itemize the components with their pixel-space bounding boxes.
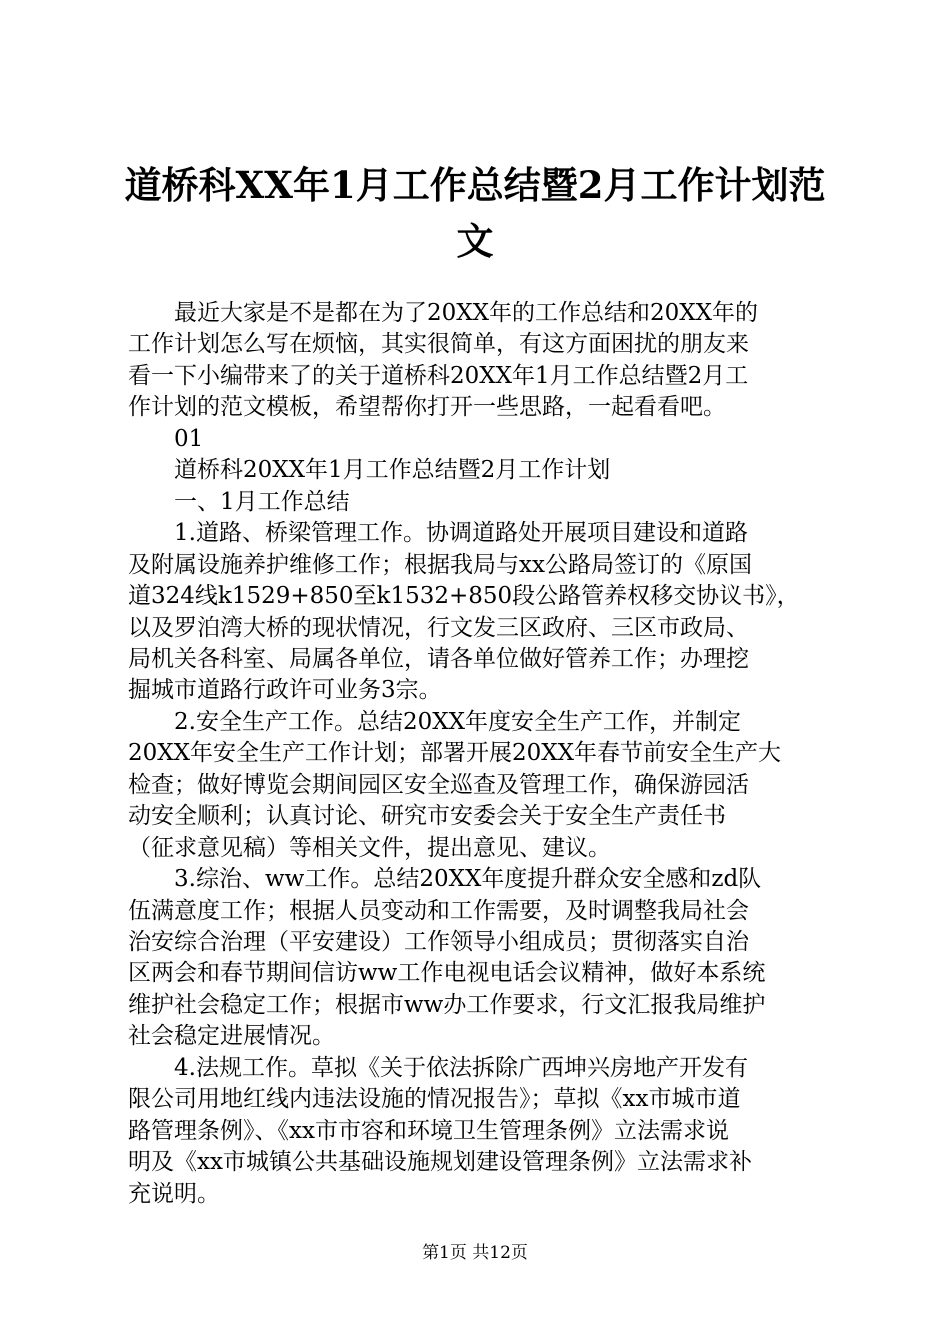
body-line: 局机关各科室、局属各单位，请各单位做好管养工作；办理挖 [128, 645, 749, 672]
document-title-line-2: 文 [456, 219, 494, 263]
body-line: 路管理条例》、《xx市市容和环境卫生管理条例》立法需求说 [128, 1117, 729, 1144]
body-line: 作计划的范文模板，希望帮你打开一些思路，一起看看吧。 [128, 394, 726, 421]
body-line: 维护社会稳定工作；根据市ww办工作要求，行文汇报我局维护 [128, 991, 766, 1018]
body-line: 伍满意度工作；根据人员变动和工作需要，及时调整我局社会 [128, 897, 749, 924]
body-line: 充说明。 [128, 1180, 220, 1207]
page-footer: 第1页 共12页 [422, 1243, 528, 1263]
body-line: 治安综合治理（平安建设）工作领导小组成员；贯彻落实自治 [128, 929, 749, 955]
body-line: 3.综治、ww工作。总结20XX年度提升群众安全感和zd队 [128, 866, 762, 893]
body-line: 社会稳定进展情况。 [128, 1023, 335, 1050]
body-line: （征求意见稿）等相关文件，提出意见、建议。 [128, 834, 611, 861]
body-line: 检查；做好博览会期间园区安全巡查及管理工作，确保游园活 [128, 771, 749, 798]
body-line: 20XX年安全生产工作计划；部署开展20XX年春节前安全生产大 [128, 740, 782, 767]
body-line: 明及《xx市城镇公共基础设施规划建设管理条例》立法需求补 [128, 1149, 752, 1176]
body-line: 01 [128, 425, 204, 452]
body-line: 掘城市道路行政许可业务3宗。 [128, 677, 442, 704]
body-line: 一、1月工作总结 [128, 488, 350, 515]
body-line: 最近大家是不是都在为了20XX年的工作总结和20XX年的 [128, 300, 759, 326]
body-line: 限公司用地红线内违法设施的情况报告》；草拟《xx市城市道 [128, 1086, 741, 1113]
body-line: 1.道路、桥梁管理工作。协调道路处开展项目建设和道路 [128, 520, 748, 547]
body-line: 工作计划怎么写在烦恼，其实很简单，有这方面困扰的朋友来 [128, 331, 749, 358]
body-line: 以及罗泊湾大桥的现状情况，行文发三区政府、三区市政局、 [128, 614, 749, 641]
body-line: 道324线k1529+850至k1532+850段公路管养权移交协议书》， [128, 583, 800, 610]
body-line: 看一下小编带来了的关于道桥科20XX年1月工作总结暨2月工 [128, 362, 749, 389]
body-line: 及附属设施养护维修工作；根据我局与xx公路局签订的《原国 [128, 551, 752, 578]
body-line: 4.法规工作。草拟《关于依法拆除广西坤兴房地产开发有 [128, 1054, 748, 1081]
body-line: 2.安全生产工作。总结20XX年度安全生产工作，并制定 [128, 708, 741, 735]
body-line: 动安全顺利；认真讨论、研究市安委会关于安全生产责任书 [128, 803, 726, 830]
body-line: 道桥科20XX年1月工作总结暨2月工作计划 [128, 457, 611, 484]
body-line: 区两会和春节期间信访ww工作电视电话会议精神，做好本系统 [128, 960, 766, 987]
document-title-line-1: 道桥科XX年1月工作总结暨2月工作计划范 [124, 163, 826, 207]
